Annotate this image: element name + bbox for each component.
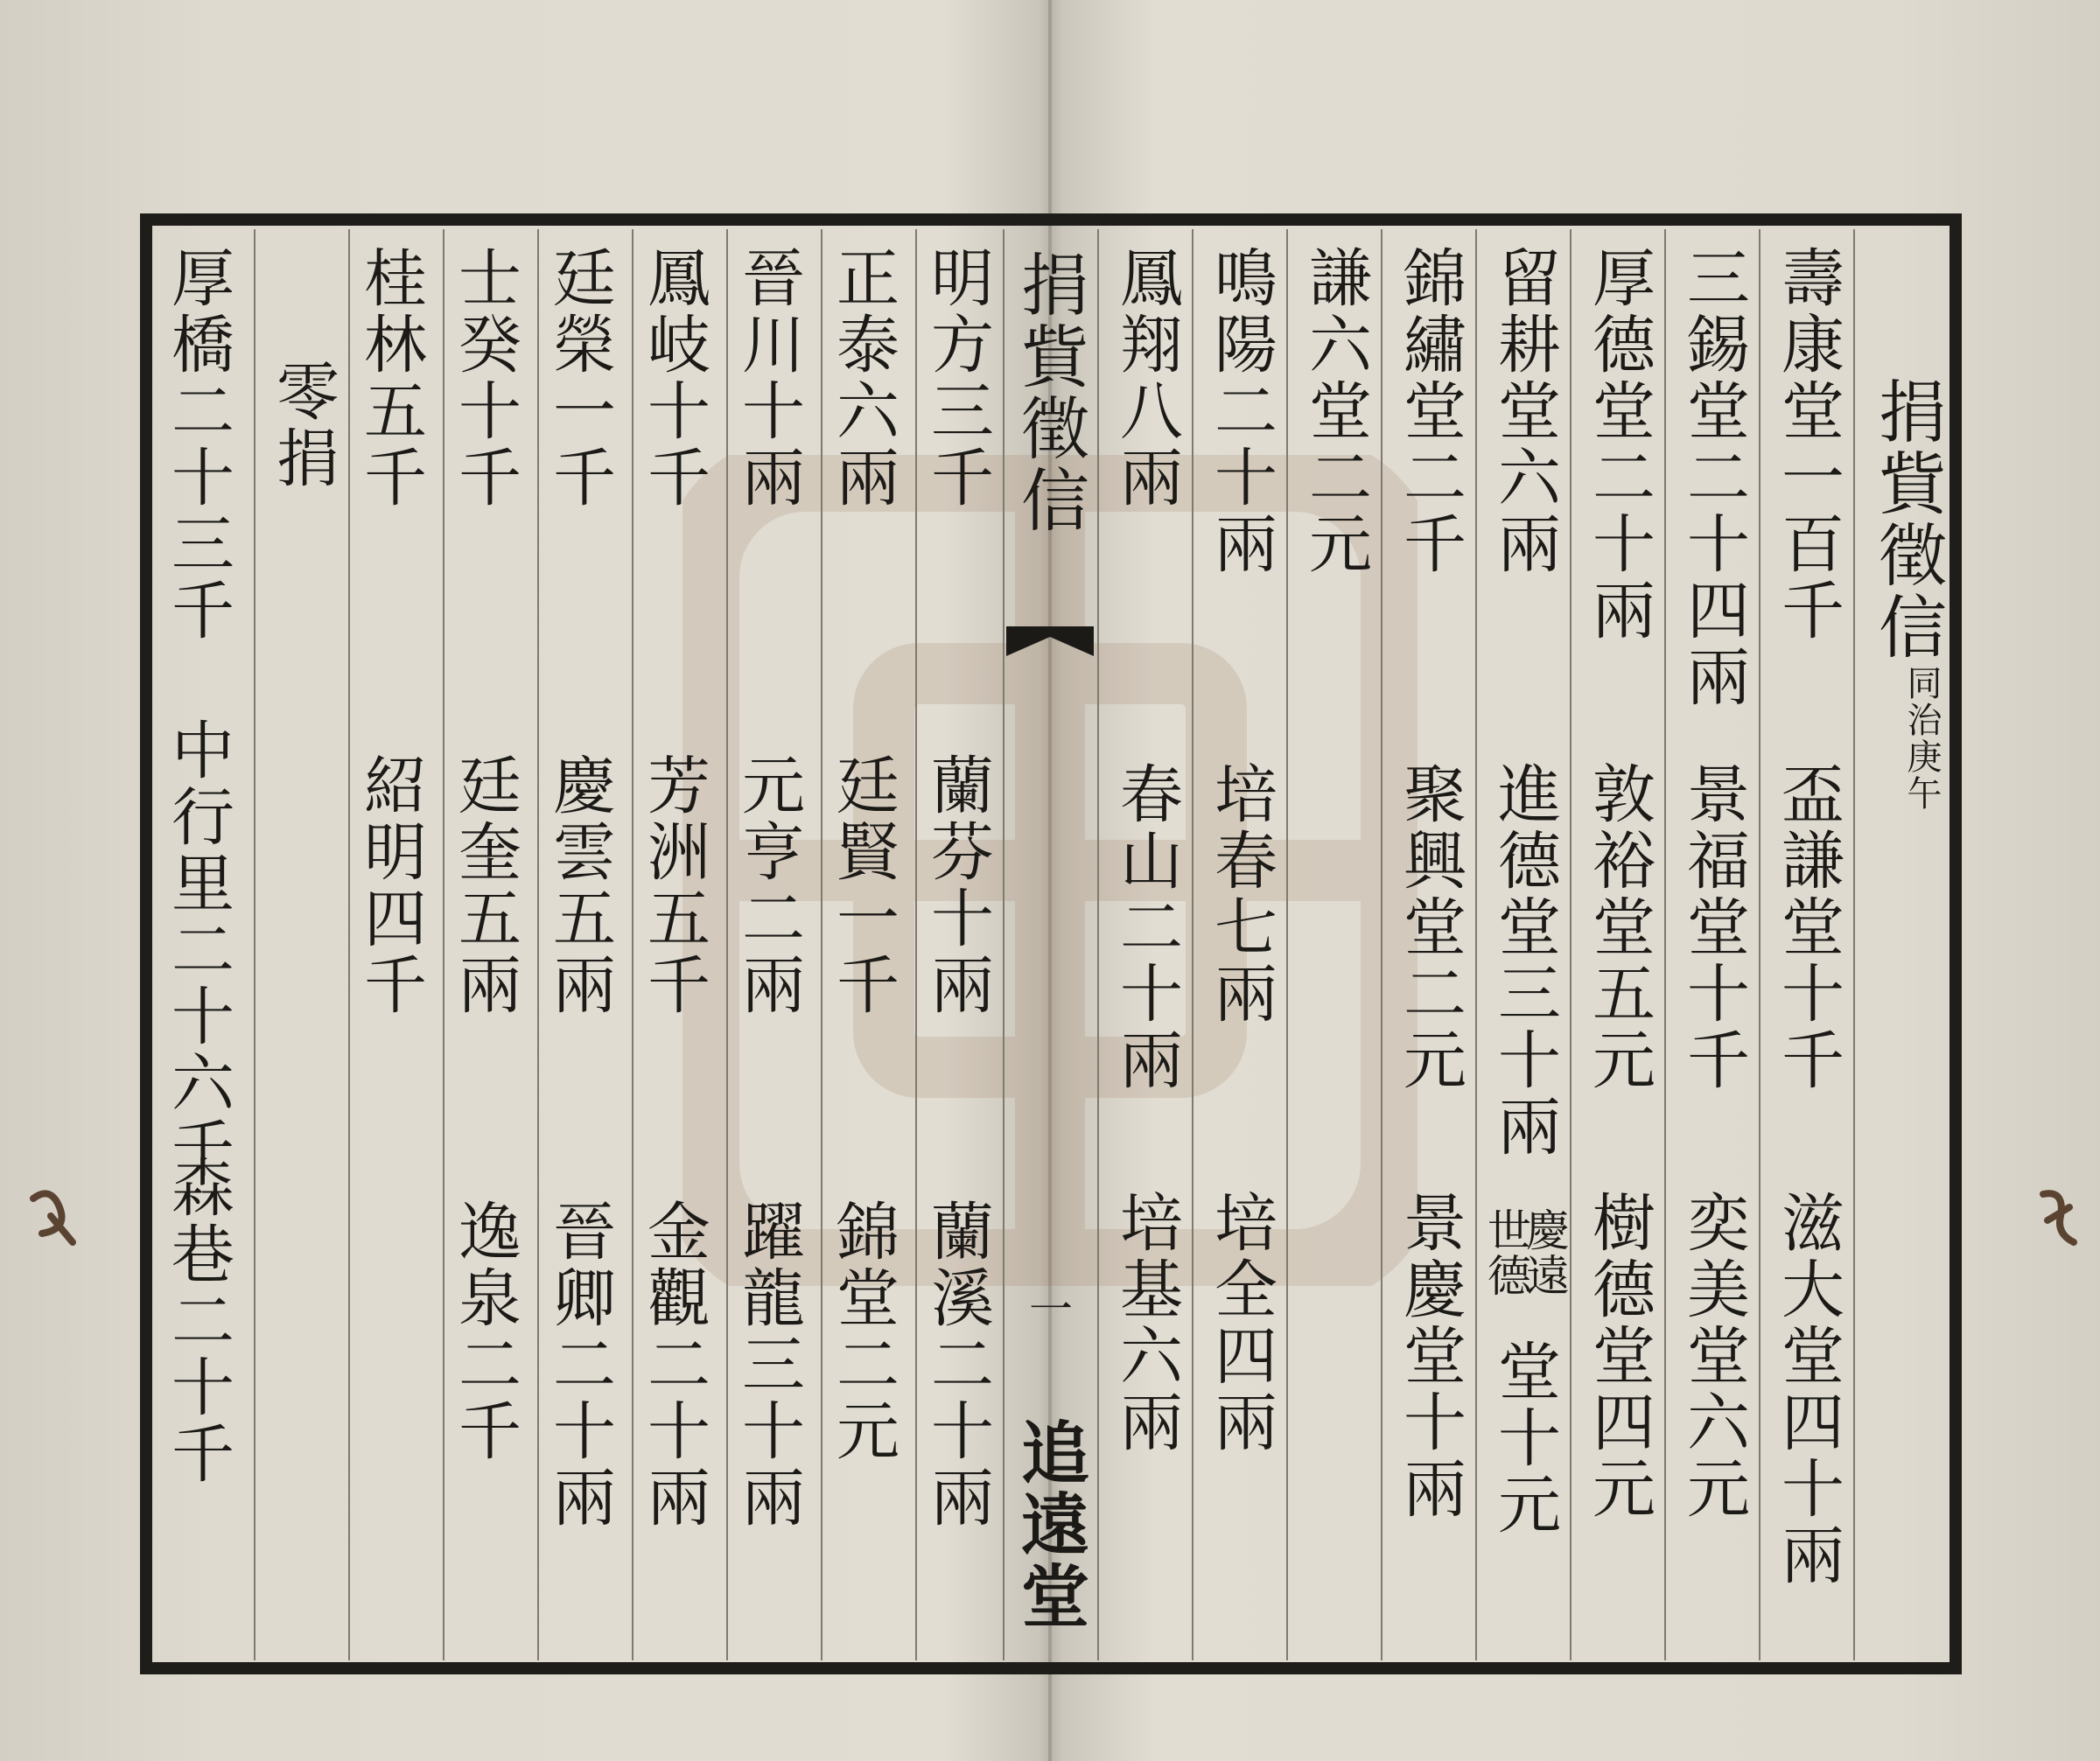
entry-bot: 金觀二十兩 [637, 1198, 710, 1531]
entry-top: 鳴陽二十兩 [1204, 245, 1278, 577]
column-rule [537, 229, 539, 1660]
entry-top: 明方三千 [920, 245, 994, 511]
frame-bottom-rule [140, 1662, 1962, 1674]
entry-mid: 培春七兩 [1204, 761, 1278, 1027]
entry-bot: 景慶堂十兩 [1393, 1190, 1466, 1522]
column-rule [1097, 229, 1099, 1660]
column-rule [1003, 229, 1004, 1660]
entry-bot-pair-left: 世德 [1480, 1207, 1531, 1298]
entry-top: 謙六堂二元 [1298, 245, 1372, 577]
entry-mid: 芳洲五千 [637, 752, 710, 1018]
entry-top: 厚德堂二十兩 [1582, 245, 1656, 644]
column-rule [1759, 229, 1760, 1660]
entry-mid: 蘭芬十兩 [920, 752, 994, 1018]
entry-bot: 樹德堂四元 [1582, 1190, 1656, 1522]
centre-title: 捐貲徵信 [1010, 249, 1088, 536]
column-rule [348, 229, 350, 1660]
frame-top-rule [140, 213, 1962, 226]
column-rule [1570, 229, 1572, 1660]
entry-top: 晉川十兩 [732, 245, 805, 511]
entry-top: 厚橋二十三千 [161, 245, 234, 644]
column-rule [1192, 229, 1194, 1660]
entry-mid: 春山二十兩 [1110, 761, 1183, 1094]
entry-mid: 景福堂十千 [1676, 761, 1750, 1094]
entry-mid: 進德堂三十兩 [1488, 761, 1561, 1160]
ink-mark-icon [24, 1181, 77, 1251]
column-rule [254, 229, 256, 1660]
column-rule [1475, 229, 1477, 1660]
entry-bot: 躍龍三十兩 [732, 1198, 805, 1531]
page-number: 一 [1022, 1286, 1073, 1331]
column-rule [632, 229, 634, 1660]
column-rule [1286, 229, 1288, 1660]
entry-bot: 奕美堂六元 [1676, 1190, 1750, 1522]
entry-top: 鳳岐十千 [637, 245, 710, 511]
entry-mid: 廷賢一千 [826, 752, 900, 1018]
entry-bot: 培基六兩 [1110, 1190, 1183, 1456]
entry-mid: 紹明四千 [354, 752, 427, 1018]
hall-name: 追遠堂 [1010, 1417, 1089, 1632]
entry-mid: 盃謙堂十千 [1771, 761, 1844, 1094]
section-heading: 零捐 [266, 359, 340, 492]
entry-top: 士癸十千 [448, 245, 522, 511]
entry-bot: 晉卿二十兩 [542, 1198, 616, 1531]
entry-top: 壽康堂一百千 [1771, 245, 1844, 644]
entry-mid: 敦裕堂五元 [1582, 761, 1656, 1094]
column-rule [1381, 229, 1382, 1660]
entry-mid: 廷奎五兩 [448, 752, 522, 1018]
right-page-heading: 捐貲徵信 [1867, 376, 1946, 663]
entry-mid: 中行里二十六千 [161, 717, 234, 1183]
entry-top: 正泰六兩 [826, 245, 900, 511]
entry-top: 廷榮一千 [542, 245, 616, 511]
ink-mark-icon [2030, 1181, 2082, 1251]
right-page-heading-note: 同治庚午 [1901, 665, 1942, 812]
entry-mid: 元亨二兩 [732, 752, 805, 1018]
frame-right-rule [1950, 213, 1962, 1674]
column-rule [821, 229, 822, 1660]
entry-top: 桂林五千 [354, 245, 427, 511]
column-rule [1664, 229, 1666, 1660]
entry-bot: 逸泉二千 [448, 1198, 522, 1464]
column-rule [726, 229, 728, 1660]
entry-bot: 蘭溪二十兩 [920, 1198, 994, 1531]
entry-bot: 滋大堂四十兩 [1771, 1190, 1844, 1589]
entry-mid: 慶雲五兩 [542, 752, 616, 1018]
column-rule [1853, 229, 1855, 1660]
entry-bot: 堂十元 [1488, 1338, 1561, 1538]
entry-bot: 森巷二十千 [161, 1155, 234, 1487]
entry-top: 鳳翔八兩 [1110, 245, 1183, 511]
entry-bot: 錦堂二元 [826, 1198, 900, 1464]
entry-mid: 聚興堂二元 [1393, 761, 1466, 1094]
column-rule [915, 229, 917, 1660]
entry-top: 錦繡堂二千 [1393, 245, 1466, 577]
fishtail-mark-icon [1006, 626, 1094, 656]
column-rule [443, 229, 444, 1660]
entry-top: 三錫堂二十四兩 [1676, 245, 1750, 710]
entry-bot: 培全四兩 [1204, 1190, 1278, 1456]
entry-top: 留耕堂六兩 [1488, 245, 1561, 577]
frame-left-rule [140, 213, 152, 1674]
entry-bot-pair-right: 慶遠 [1519, 1207, 1570, 1298]
